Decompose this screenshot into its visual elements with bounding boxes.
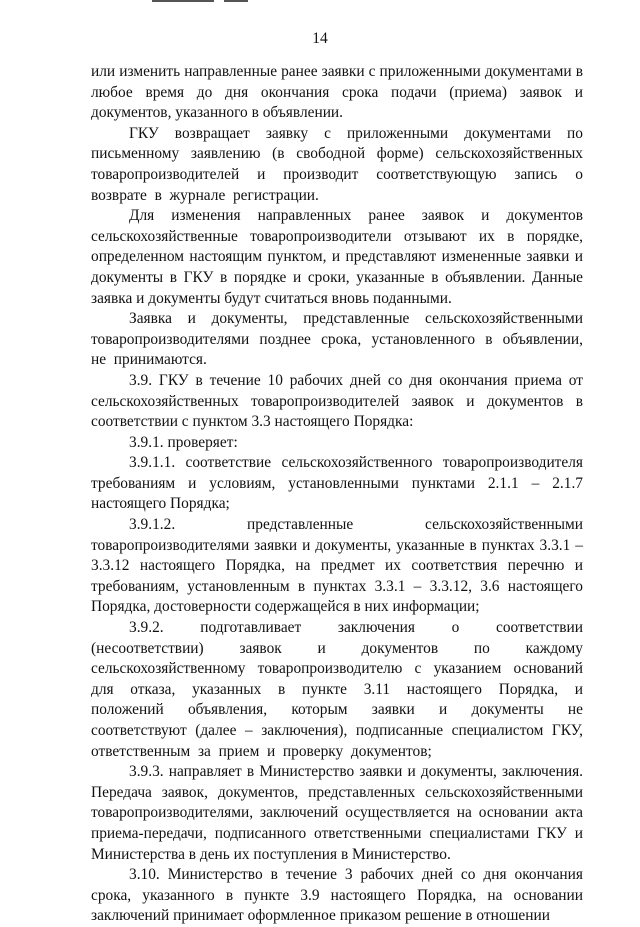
paragraph: 3.9.1.2. представленные сельскохозяйственными товаропроизводителями заявки и документы, указанные в пунктах 3.3.1 – 3.3.12 настоящего Порядка, на предмет их соответствия перечню и требованиям, установленным в пунктах 3.3.1 – 3.3.12, 3.6 настоящего Порядка, достоверности содержащейся в них информации; xyxy=(91,516,583,616)
top-edge-rule xyxy=(152,0,214,2)
paragraph: 3.9. ГКУ в течение 10 рабочих дней со дня окончания приема от сельскохозяйственных товаропроизводителей заявок и документов в соответствии с пунктом 3.3 настоящего Порядка: xyxy=(91,371,583,431)
paragraph: Заявка и документы, представленные сельскохозяйственными товаропроизводителями позднее срока, установленного в объявлении, не принимаются. xyxy=(91,310,583,369)
paragraph: 3.10. Министерство в течение 3 рабочих дней со дня окончания срока, указанного в пункте 3.9 настоящего Порядка, на основании заключений принимает оформленное приказом решение в отношении xyxy=(91,866,583,925)
page-number: 14 xyxy=(312,30,328,47)
paragraph: 3.9.2. подготавливает заключения о соответствии (несоответствии) заявок и документов по каждому сельскохозяйственному товаропроизводителю с указанием оснований для отказа, указанных в пункте 3.11 настоящего Порядка, и положений объявления, которым заявки и документы не соответствуют (далее – заключения), подписанные специалистом ГКУ, ответственным за прием и проверку документов; xyxy=(91,619,583,760)
paragraph: Для изменения направленных ранее заявок и документов сельскохозяйственные товаропроизводители отзывают их в порядке, определенном настоящим пунктом, и представляют измененные заявки и документы в ГКУ в порядке и сроки, указанные в объявлении. Данные заявка и документы будут считаться вновь поданными. xyxy=(91,207,583,307)
paragraph: 3.9.1. проверяет: xyxy=(129,433,238,451)
paragraph: ГКУ возвращает заявку с приложенными документами по письменному заявлению (в свободной форме) сельскохозяйственных товаропроизводителей и производит соответствующую запись о возврате в журнале регистрации. xyxy=(91,124,583,204)
top-edge-rule xyxy=(224,0,248,2)
paragraph: 3.9.1.1. соответствие сельскохозяйственного товаропроизводителя требованиям и условиям, установленными пунктами 2.1.1 – 2.1.7 настоящего Порядка; xyxy=(91,454,583,513)
document-body xyxy=(91,62,583,927)
paragraph: 3.9.3. направляет в Министерство заявки и документы, заключения. Передача заявок, документов, представленных сельскохозяйственными товаропроизводителями, заключений осуществляется на основании акта приема-передачи, подписанного ответственными специалистами ГКУ и Министерства в день их поступления в Министерство. xyxy=(91,763,583,863)
paragraph: или изменить направленные ранее заявки с приложенными документами в любое время до дня окончания срока подачи (приема) заявок и документов, указанного в объявлении. xyxy=(91,63,583,122)
